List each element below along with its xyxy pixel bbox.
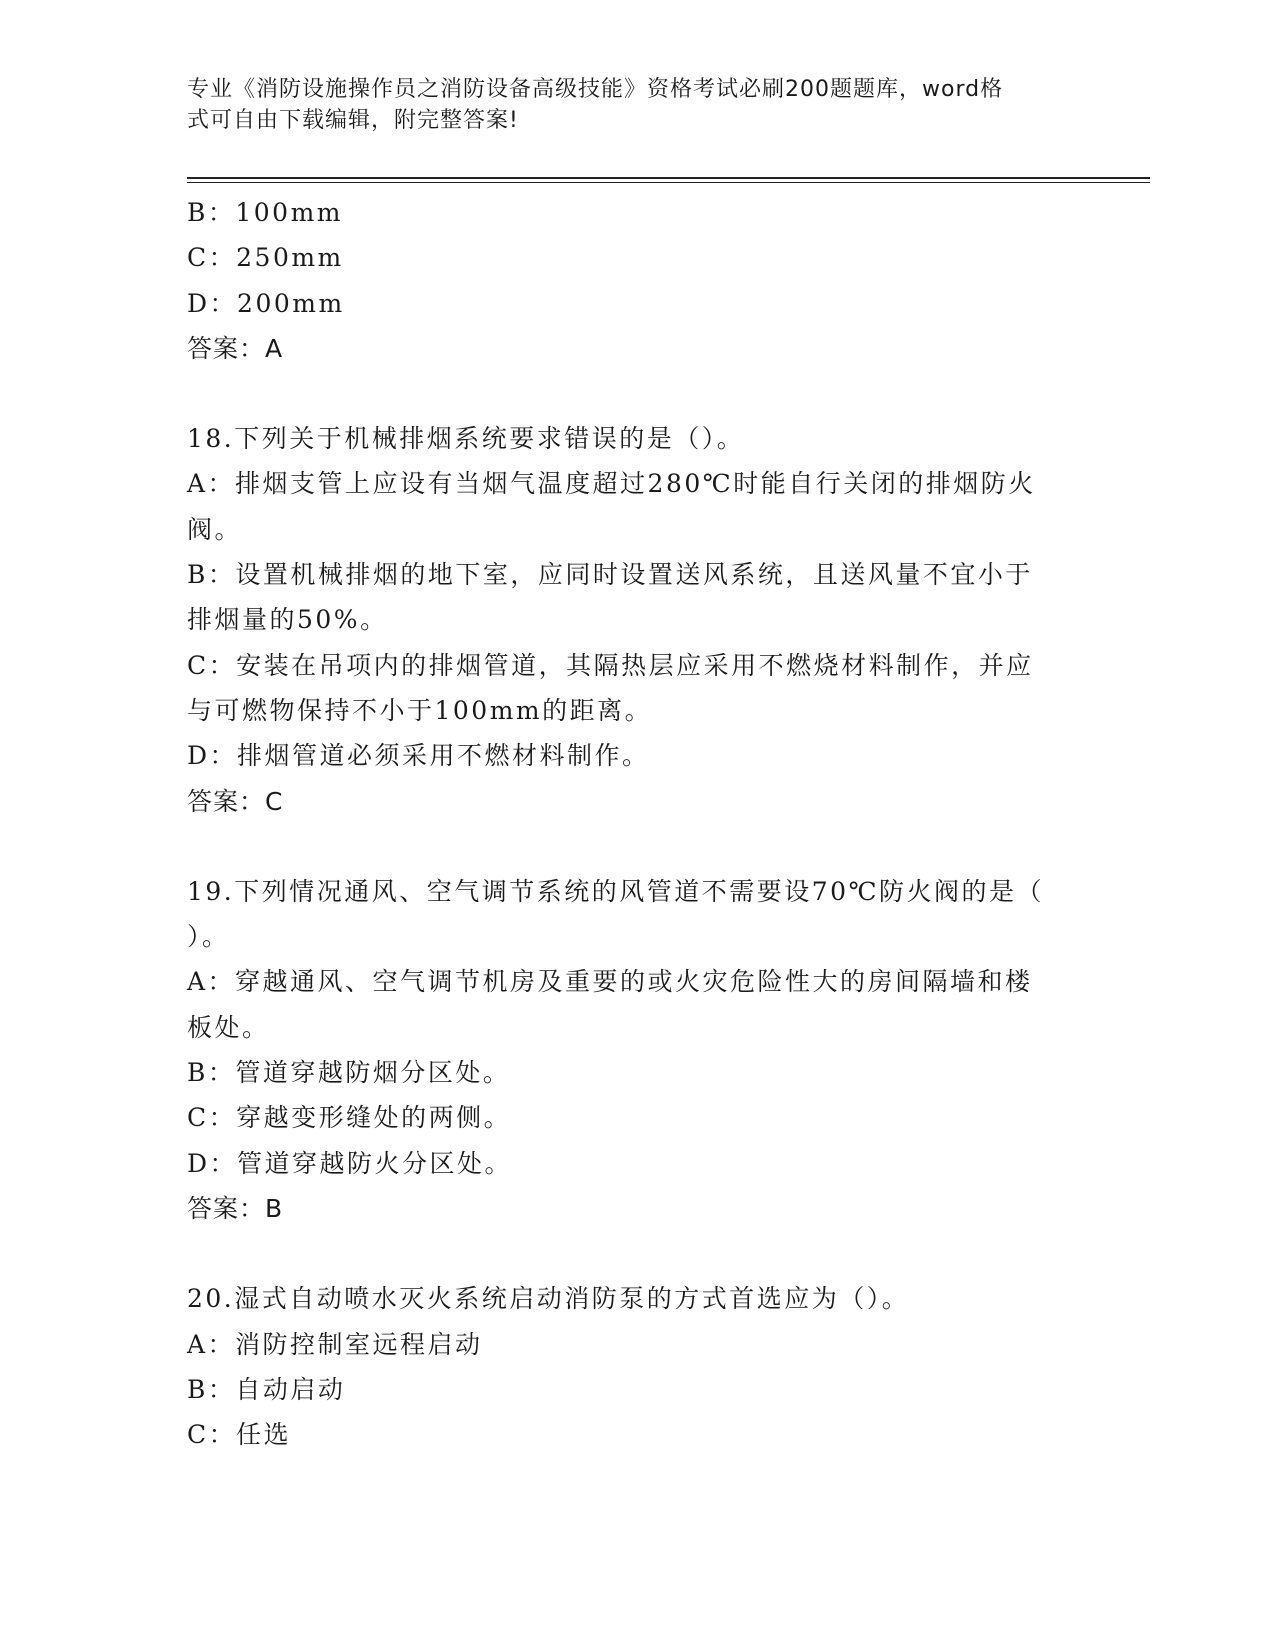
- option-c-cont: 与可燃物保持不小于100mm的距离。: [187, 695, 653, 725]
- option-c: C：安装在吊项内的排烟管道，其隔热层应采用不燃烧材料制作，并应: [187, 650, 1034, 680]
- spacer: [187, 1231, 1067, 1276]
- question-20: [187, 1276, 1067, 1457]
- option-c: C：穿越变形缝处的两侧。: [187, 1103, 512, 1133]
- option-a: A：穿越通风、空气调节机房及重要的或火灾危险性大的房间隔墙和楼: [187, 967, 1033, 997]
- spacer: [187, 371, 1067, 416]
- option-a-cont: 阀。: [187, 514, 243, 544]
- question-stem: 18.下列关于机械排烟系统要求错误的是（）。: [187, 424, 745, 454]
- option-b: B：100mm: [187, 198, 344, 227]
- question-18: [187, 416, 1067, 824]
- question-stem: 20.湿式自动喷水灭火系统启动消防泵的方式首选应为（）。: [187, 1284, 910, 1314]
- option-b: B：设置机械排烟的地下室，应同时设置送风系统，且送风量不宜小于: [187, 560, 1033, 590]
- question-content: [187, 190, 1067, 1457]
- question-17-tail: [187, 190, 1067, 371]
- question-stem-cont: ）。: [187, 922, 230, 952]
- option-d: D：200mm: [187, 288, 345, 318]
- question-19: [187, 869, 1067, 1231]
- question-stem: 19.下列情况通风、空气调节系统的风管道不需要设70℃防火阀的是（: [187, 876, 1045, 906]
- option-d: D：管道穿越防火分区处。: [187, 1148, 513, 1178]
- answer: 答案：B: [187, 1193, 284, 1223]
- header-divider-thin: [187, 182, 1150, 183]
- option-c: C：任选: [187, 1420, 292, 1450]
- option-b: B：管道穿越防烟分区处。: [187, 1058, 511, 1088]
- spacer: [187, 824, 1067, 869]
- header-divider-thick: [187, 177, 1150, 179]
- option-a: A：排烟支管上应设有当烟气温度超过280℃时能自行关闭的排烟防火: [187, 469, 1036, 499]
- header-line-2: 式可自由下载编辑，附完整答案!: [187, 108, 519, 133]
- option-a-cont: 板处。: [187, 1012, 270, 1042]
- document-header: [187, 74, 1067, 136]
- option-a: A：消防控制室远程启动: [187, 1329, 483, 1359]
- option-c: C：250mm: [187, 243, 344, 273]
- header-line-1: 专业《消防设施操作员之消防设备高级技能》资格考试必刷200题题库，word格: [187, 77, 1004, 102]
- answer: 答案：C: [187, 786, 284, 816]
- option-b-cont: 排烟量的50%。: [187, 605, 388, 635]
- option-d: D：排烟管道必须采用不燃材料制作。: [187, 741, 650, 771]
- answer: 答案：A: [187, 333, 284, 363]
- option-b: B：自动启动: [187, 1374, 346, 1404]
